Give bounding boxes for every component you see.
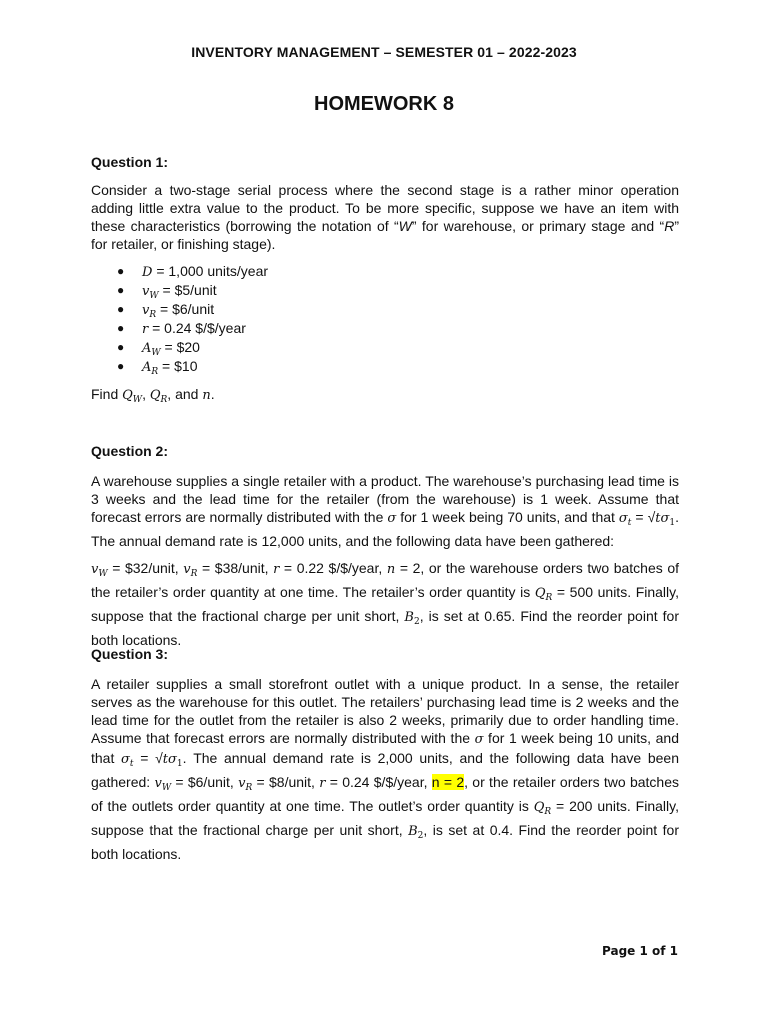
question-2-heading: Question 2: [91,443,169,459]
question-2 [91,442,679,649]
list-item: ● $v_R$ = $6/unit [117,301,215,320]
question-3 [91,645,679,863]
question-1-heading: Question 1: [91,154,169,170]
course-header: INVENTORY MANAGEMENT – SEMESTER 01 – 2022-2023 [191,44,577,60]
question-2-text: A warehouse supplies a single retailer with a product. The warehouse’s purchasing lead time is 3 weeks and the lead time for the retailer (from the warehouse) is 1 week. Assume that forecast errors are normally distributed with the σ for 1 week being 70 units, and that $\sigma_t = √t\sigma_1$. The annual demand rate is 12,000 units, and the following data have been gathered: [91,473,679,549]
list-item: ● $v_W$ = $5/unit [117,282,217,301]
list-item: ● $A_R$ = $10 [117,358,198,377]
question-2-data: $v_W$ = $32/unit, $v_R$ = $38/unit, r = 0.22 $/$/year, n = 2, or the warehouse orders two batches of the retailer’s order quantity at one time. The retailer’s order quantity is $Q_R = 500$ units. Finally, suppose that the fractional charge per unit short, $B_2$, is set at 0.65. Find the reorder point for both locations. [91,560,679,648]
list-item: ● $A_W$ = $20 [117,339,200,358]
highlighted-text: n = 2 [431,774,465,790]
homework-title: HOMEWORK 8 [314,93,454,115]
list-item: ● D = 1,000 units/year [117,263,269,280]
question-1-text: Consider a two-stage serial process where the second stage is a rather minor operation adding little extra value to the product. To be more specific, suppose we have an item with these characteristics (borrowing the notation of “W” for warehouse, or primary stage and “R” for retailer, or finishing stage). [91,182,680,252]
question-1 [91,153,679,409]
question-3-heading: Question 3: [91,646,169,662]
question-3-text: A retailer supplies a small storefront outlet with a unique product. In a sense, the retailer serves as the warehouse for this outlet. The retailers’ purchasing lead time is 2 weeks and the lead time for the outlet from the retailer is also 2 weeks, primarily due to order handling time. Assume that forecast errors are normally distributed with the σ for 1 week being 10 units, and that $\sigma_t = √t\sigma_1$. The annual demand rate is 2,000 units, and the following data have been gathered: $v_W$ = $6/unit, $v_R$ = $8/unit, r = 0.24 $/$/year, n = 2, or the retailer orders two batches of the outlets order quantity at one time. The outlet’s order quantity is $Q_R = 200$ units. Finally, suppose that the fractional charge per unit short, $B_2$, is set at 0.4. Find the reorder point for both locations. [91,676,680,862]
question-1-prompt: Find $Q_W$, $Q_R$, and n. [91,386,215,405]
list-item: ● r = 0.24 $/$/year [117,320,246,337]
page-number: Page 1 of 1 [602,944,678,958]
parameter-list [117,262,679,376]
